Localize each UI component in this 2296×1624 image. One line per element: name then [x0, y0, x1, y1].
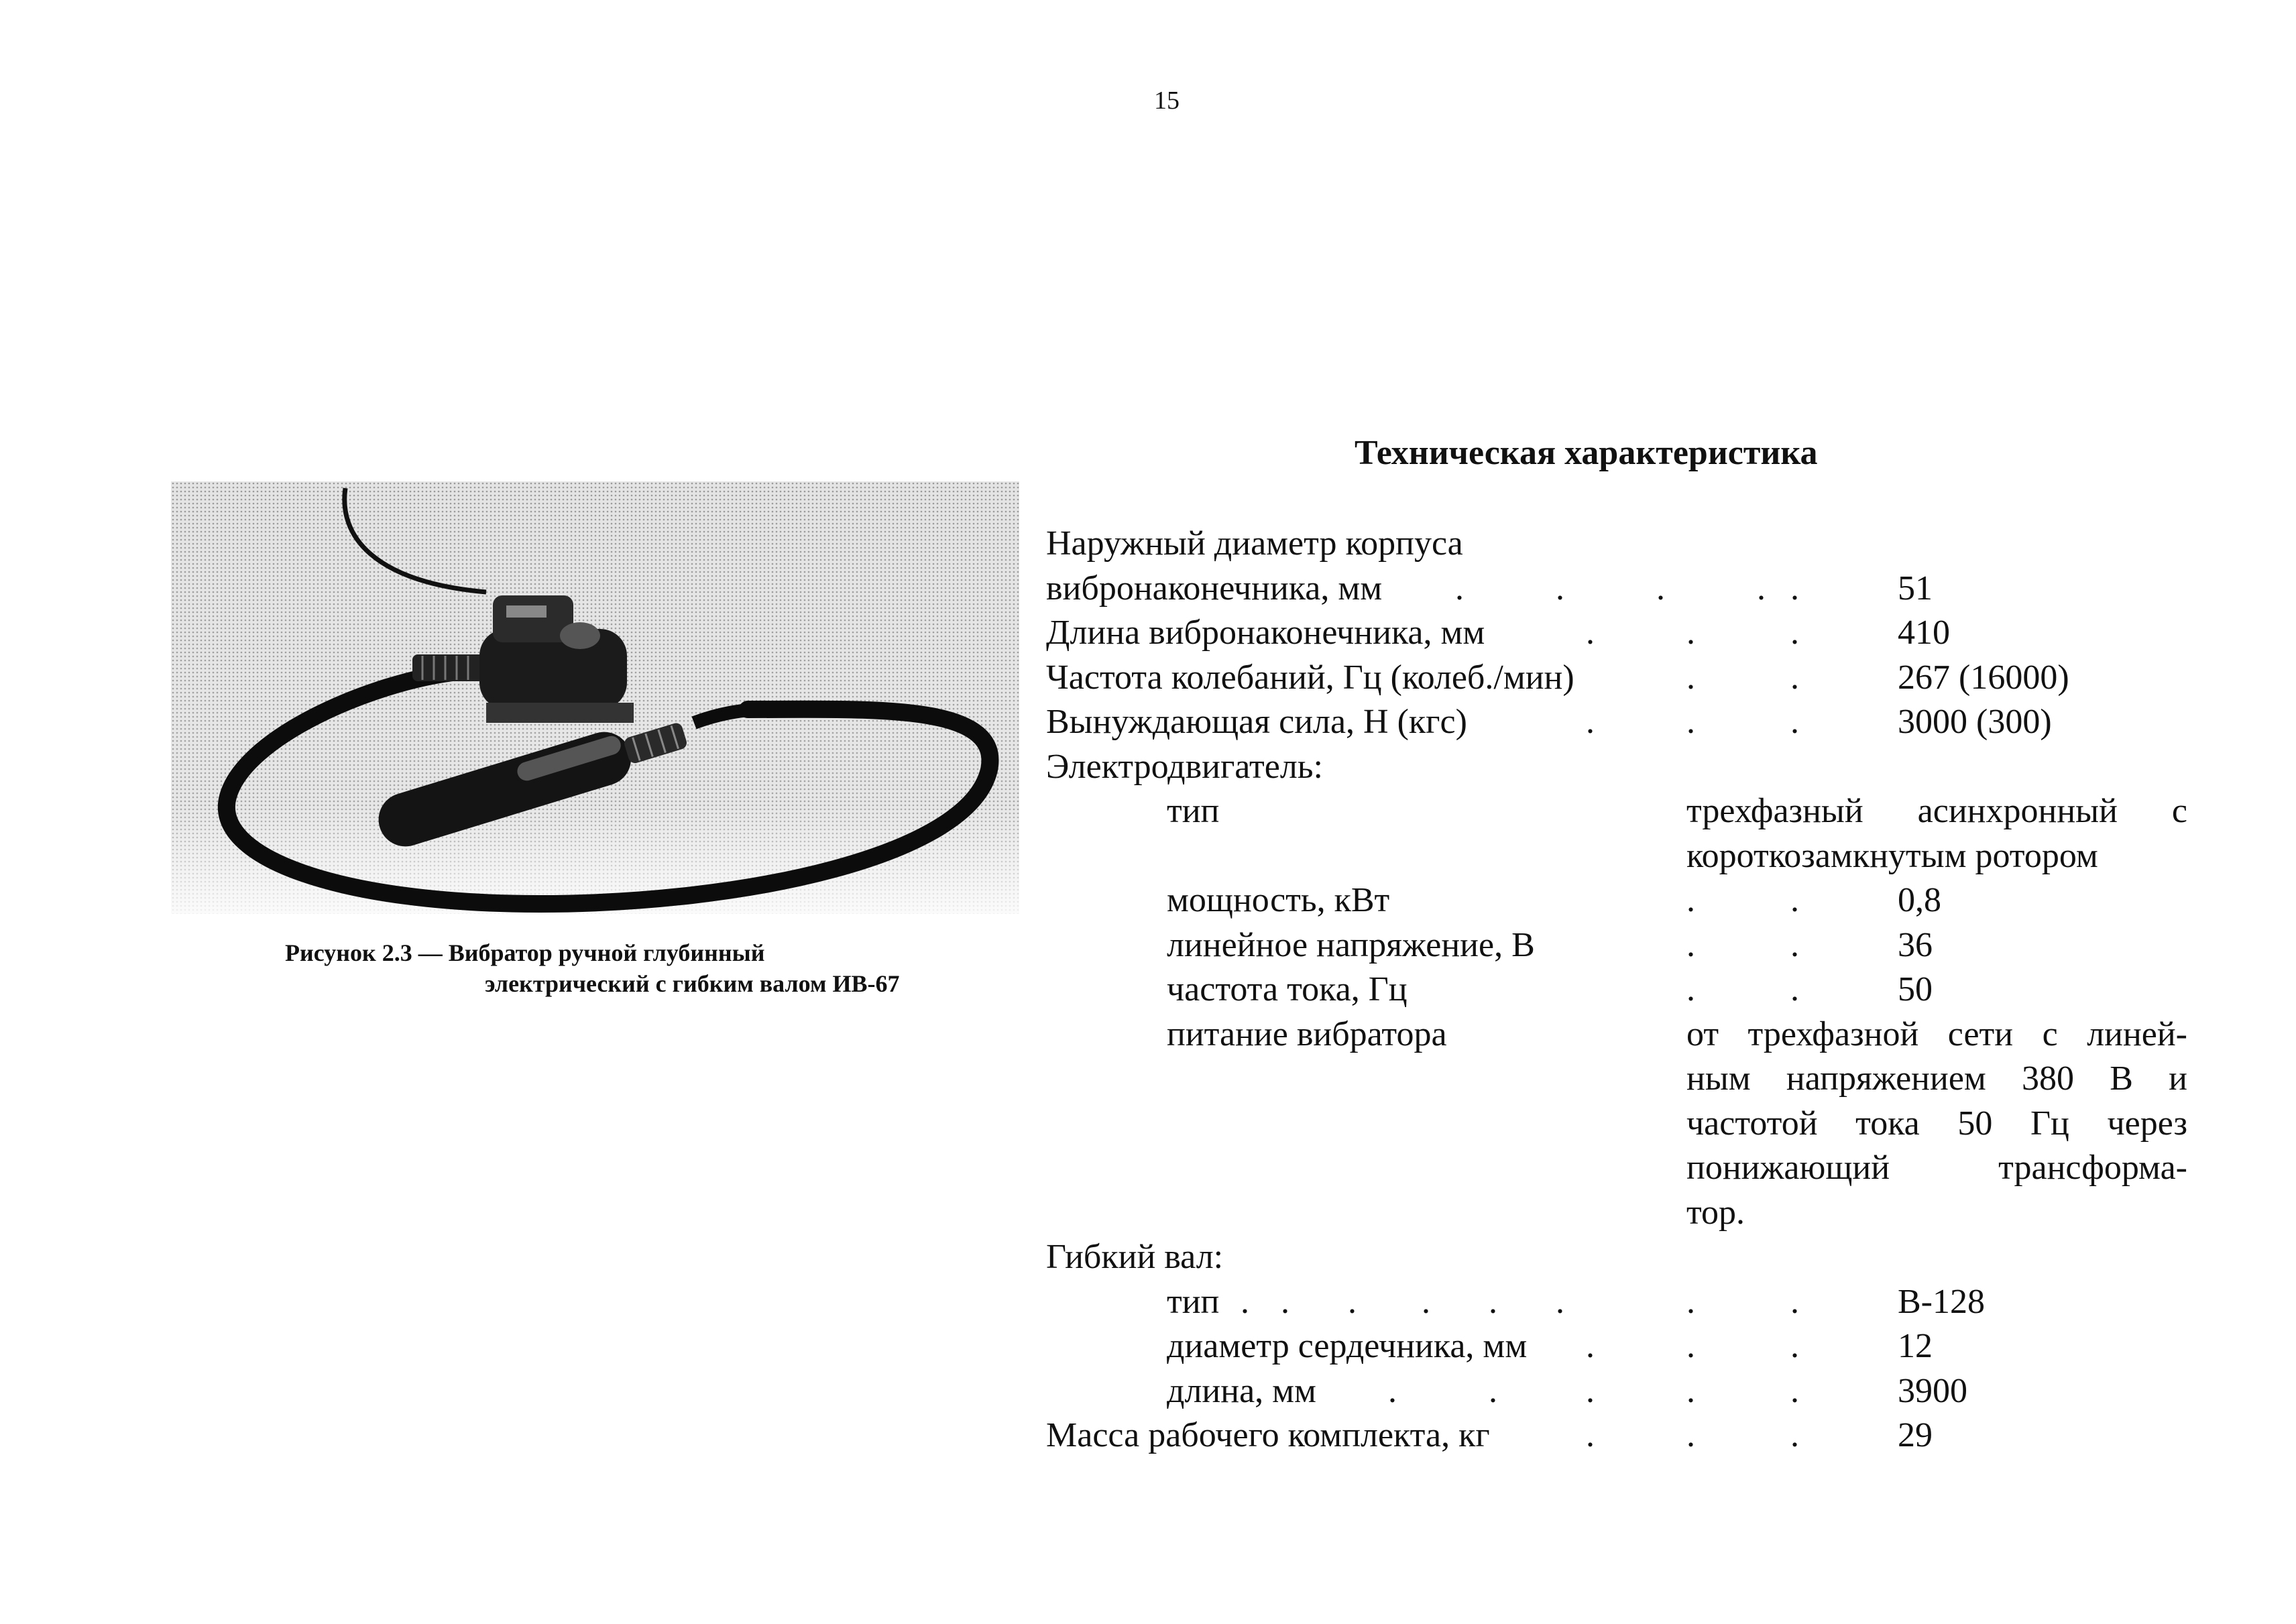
spec-value: 51: [1898, 569, 1933, 607]
leader-dot: .: [1790, 1371, 1799, 1410]
leader-dot: .: [1586, 614, 1595, 652]
motor-power-label: мощность, кВт: [1167, 881, 1390, 919]
spec-value: 410: [1898, 614, 1950, 652]
leader-dot: .: [1686, 1282, 1695, 1321]
motor-supply-line: от трехфазной сети с линей-: [1686, 1014, 2187, 1053]
mass-label: Масса рабочего комплекта, кг: [1046, 1416, 1490, 1454]
spec-row: [1046, 745, 2186, 790]
leader-dot: .: [1757, 569, 1766, 607]
leader-dot: .: [1790, 614, 1799, 652]
spec-value: 267 (16000): [1898, 658, 2069, 697]
leader-dot: .: [1586, 703, 1595, 741]
leader-dot: .: [1489, 1371, 1497, 1410]
spec-list: [1046, 522, 2186, 1458]
shaft-core-row: [1046, 1324, 2186, 1369]
motor-supply-line: ным напряжением 380 В и: [1686, 1059, 2187, 1098]
leader-dot: .: [1790, 881, 1799, 919]
motor-voltage-value: 36: [1898, 925, 1933, 964]
shaft-heading: Гибкий вал:: [1046, 1238, 1224, 1276]
motor-freq-value: 50: [1898, 970, 1933, 1008]
shaft-type-row: [1046, 1280, 2186, 1325]
motor-freq-row: [1046, 968, 2186, 1012]
leader-dot: .: [1586, 1416, 1595, 1454]
leader-dot: .: [1686, 703, 1695, 741]
motor-type-line: трехфазный асинхронный с: [1686, 792, 2187, 830]
vibrator-photo: [171, 481, 1019, 914]
leader-dot: .: [1790, 1327, 1799, 1365]
shaft-core-value: 12: [1898, 1327, 1933, 1365]
leader-dot: .: [1388, 1371, 1397, 1410]
leader-dot: .: [1686, 1371, 1695, 1410]
spec-title: Техническая характеристика: [1355, 434, 1818, 472]
leader-dot: .: [1790, 925, 1799, 964]
shaft-length-value: 3900: [1898, 1371, 1967, 1410]
spec-label: Вынуждающая сила, Н (кгс): [1046, 703, 1467, 741]
motor-type-line: короткозамкнутым ротором: [1686, 836, 2098, 875]
spec-label: Длина вибронаконечника, мм: [1046, 614, 1485, 652]
leader-dot: .: [1790, 658, 1799, 697]
shaft-type-label: тип: [1167, 1282, 1220, 1321]
spec-label: Частота колебаний, Гц (колеб./мин): [1046, 658, 1574, 697]
spec-row: [1046, 611, 2186, 656]
leader-dot: .: [1586, 1327, 1595, 1365]
leader-dot: .: [1422, 1282, 1430, 1321]
mass-value: 29: [1898, 1416, 1933, 1454]
leader-dot: .: [1790, 970, 1799, 1008]
shaft-core-label: диаметр сердечника, мм: [1167, 1327, 1528, 1365]
motor-supply-line: понижающий трансформа-: [1686, 1149, 2187, 1187]
leader-dot: .: [1686, 614, 1695, 652]
motor-voltage-row: [1046, 923, 2186, 968]
motor-supply-row: [1046, 1012, 2186, 1236]
leader-dot: .: [1656, 569, 1665, 607]
motor-voltage-label: линейное напряжение, В: [1167, 925, 1535, 964]
spec-row: [1046, 700, 2186, 745]
mass-row: [1046, 1413, 2186, 1458]
spec-label: вибронаконечника, мм: [1046, 569, 1383, 607]
motor-type-label: тип: [1167, 792, 1220, 830]
caption-line-2: электрический с гибким валом ИВ-67: [485, 970, 900, 997]
leader-dot: .: [1281, 1282, 1289, 1321]
leader-dot: .: [1686, 658, 1695, 697]
motor-supply-label: питание вибратора: [1167, 1014, 1447, 1053]
motor-type-row: [1046, 789, 2186, 878]
motor-power-value: 0,8: [1898, 881, 1941, 919]
leader-dot: .: [1241, 1282, 1249, 1321]
shaft-length-row: [1046, 1369, 2186, 1414]
spec-value: 3000 (300): [1898, 703, 2052, 741]
leader-dot: .: [1790, 703, 1799, 741]
leader-dot: .: [1686, 881, 1695, 919]
leader-dot: .: [1686, 925, 1695, 964]
spec-label: Наружный диаметр корпуса: [1046, 524, 1463, 563]
motor-supply-line: тор.: [1686, 1193, 1745, 1232]
shaft-length-label: длина, мм: [1167, 1371, 1316, 1410]
leader-dot: .: [1686, 1416, 1695, 1454]
shaft-heading-row: [1046, 1235, 2186, 1280]
spec-label: Электродвигатель:: [1046, 747, 1323, 786]
page-number: 15: [1154, 86, 1180, 115]
motor-supply-line: частотой тока 50 Гц через: [1686, 1104, 2187, 1143]
motor-type-value: [1686, 789, 2187, 878]
leader-dot: .: [1348, 1282, 1357, 1321]
leader-dot: .: [1489, 1282, 1497, 1321]
figure-caption: [285, 937, 1023, 999]
spec-row: [1046, 567, 2186, 612]
spec-row: [1046, 656, 2186, 701]
leader-dot: .: [1686, 1327, 1695, 1365]
leader-dot: .: [1790, 569, 1799, 607]
leader-dot: .: [1455, 569, 1464, 607]
motor-power-row: [1046, 878, 2186, 923]
caption-line-1: Рисунок 2.3 — Вибратор ручной глубинный: [285, 939, 765, 966]
leader-dot: .: [1686, 970, 1695, 1008]
shaft-type-value: В-128: [1898, 1282, 1985, 1321]
leader-dot: .: [1556, 1282, 1564, 1321]
motor-freq-label: частота тока, Гц: [1167, 970, 1408, 1008]
leader-dot: .: [1790, 1282, 1799, 1321]
spec-row: [1046, 522, 2186, 567]
leader-dot: .: [1556, 569, 1564, 607]
leader-dot: .: [1790, 1416, 1799, 1454]
motor-supply-value: [1686, 1012, 2187, 1236]
leader-dot: .: [1586, 1371, 1595, 1410]
